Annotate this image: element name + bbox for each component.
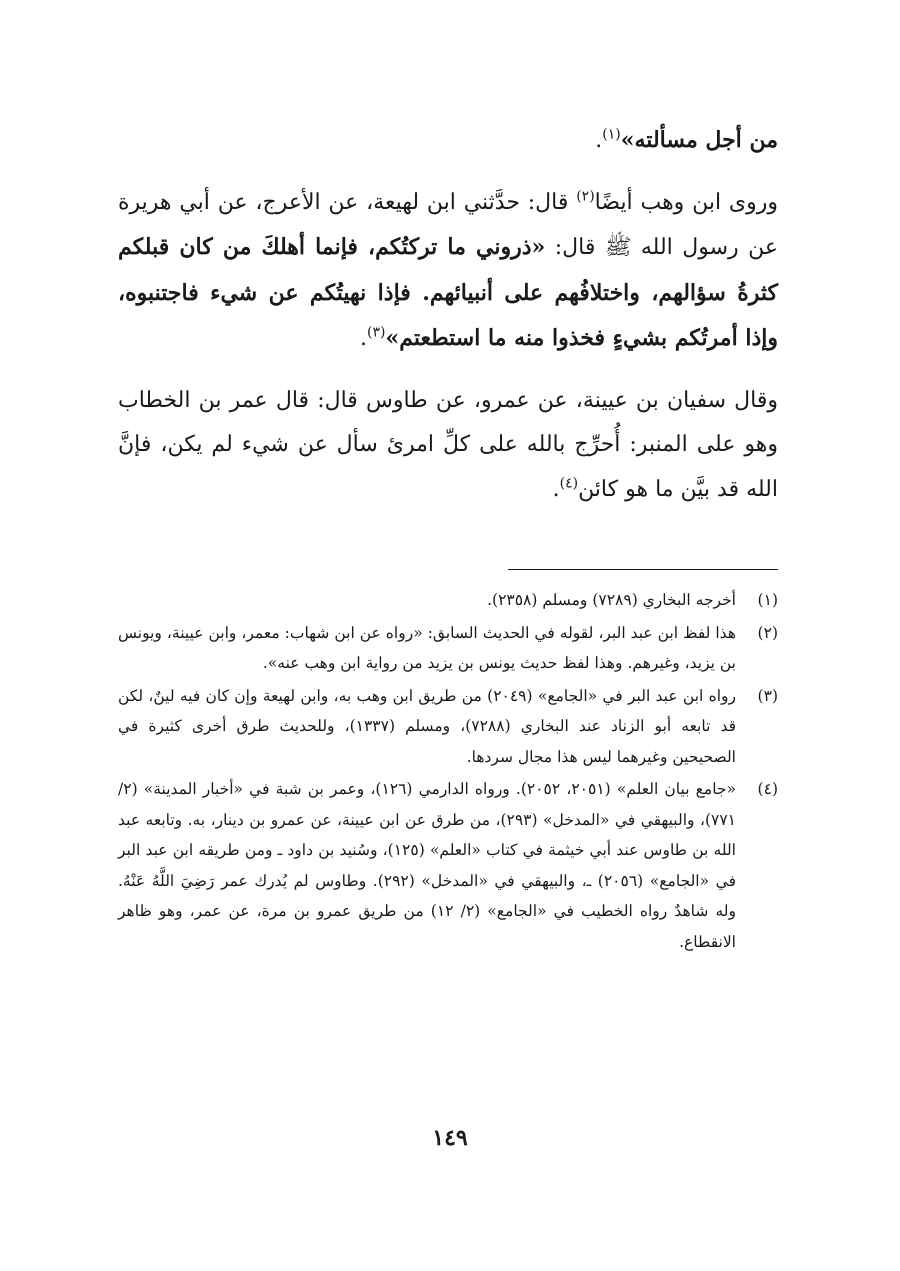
footnote-number: (١) <box>757 591 778 609</box>
page-number: ١٤٩ <box>432 1125 468 1151</box>
footnote <box>118 618 778 679</box>
footnote-ref-1[interactable]: (١) <box>602 126 621 143</box>
footnote-text: أخرجه البخاري (٧٢٨٩) ومسلم (٢٣٥٨). <box>487 591 736 609</box>
period: . <box>595 128 603 153</box>
hadith-text: «ذروني ما تركتُكم، فإنما أهلكَ من كان قبلكم كثرةُ سؤالهم، واختلافُهم على أنبيائهم. فإذا نهيتُكم عن شيء فاجتنبوه، وإذا أمرتُكم بشيءٍ فخذوا منه ما استطعتم» <box>118 234 778 351</box>
narration-intro: وروى ابن وهب أيضًا <box>594 189 778 215</box>
footnote-separator <box>508 569 778 570</box>
footnote-text: هذا لفظ ابن عبد البر، لقوله في الحديث السابق: «رواه عن ابن شهاب: معمر، وابن عيينة، ويونس بن يزيد، وغيرهم. وهذا لفظ حديث يونس بن يزيد من رواية ابن وهب عنه». <box>118 623 736 672</box>
footnote-number: (٣) <box>757 686 778 705</box>
period: . <box>552 476 560 502</box>
footnote <box>118 585 778 616</box>
footnotes <box>118 585 778 959</box>
footnote-number: (٤) <box>757 780 778 798</box>
narration-chain: قال: حدَّثني ابن لهيعة، عن الأعرج، عن أبي هريرة عن رسول الله ﷺ قال: <box>118 189 778 260</box>
footnote-text: «جامع بيان العلم» (٢٠٥١، ٢٠٥٢). ورواه الدارمي (١٢٦)، وعمر بن شبة في «أخبار المدينة» (٢/ ٧٧١)، والبيهقي في «المدخل» (٢٩٣)، من طرق عن ابن عيينة، عن عمرو بن دينار، به. وتابعه عبد الله بن طاوس عند أبي خيثمة في كتاب «العلم» (١٢٥)، وسُنيد بن داود ـ ومن طريقه ابن عبد البر في «الجامع» (٢٠٥٦) ـ، والبيهقي في «المدخل» (٢٩٢). وطاوس لم يُدرك عمر رَضِيَ اللَّهُ عَنْهُ. وله شاهدٌ رواه الخطيب في «الجامع» (٢/ ١٢) من طريق عمرو بن مرة، عن عمر، وهو ظاهر الانقطاع. <box>118 780 737 951</box>
quote-ending: من أجل مسألته» <box>620 127 778 153</box>
paragraph-1 <box>118 118 778 164</box>
footnote <box>118 681 778 773</box>
footnote-number: (٢) <box>757 623 778 642</box>
footnote-ref-3[interactable]: (٣) <box>366 324 386 341</box>
footnote-ref-2[interactable]: (٢) <box>576 188 595 205</box>
paragraph-3 <box>118 379 778 513</box>
period: . <box>359 326 367 351</box>
paragraph-2 <box>118 181 778 362</box>
athar-text: وقال سفيان بن عيينة، عن عمرو، عن طاوس قال: قال عمر بن الخطاب وهو على المنبر: أُحرِّج بالله على كلِّ امرئ سأل عن شيء لم يكن، فإنَّ الله قد بيَّن ما هو كائن <box>118 387 778 502</box>
footnote <box>118 774 778 957</box>
footnote-ref-4[interactable]: (٤) <box>559 475 579 492</box>
footnote-text: رواه ابن عبد البر في «الجامع» (٢٠٤٩) من طريق ابن وهب به، وابن لهيعة وإن كان فيه لينٌ، لكن قد تابعه أبو الزناد عند البخاري (٧٢٨٨)، ومسلم (١٣٣٧)، وللحديث طرق أخرى كثيرة في الصحيحين وغيرهما ليس هذا مجال سردها. <box>118 686 737 766</box>
main-text <box>118 118 778 512</box>
